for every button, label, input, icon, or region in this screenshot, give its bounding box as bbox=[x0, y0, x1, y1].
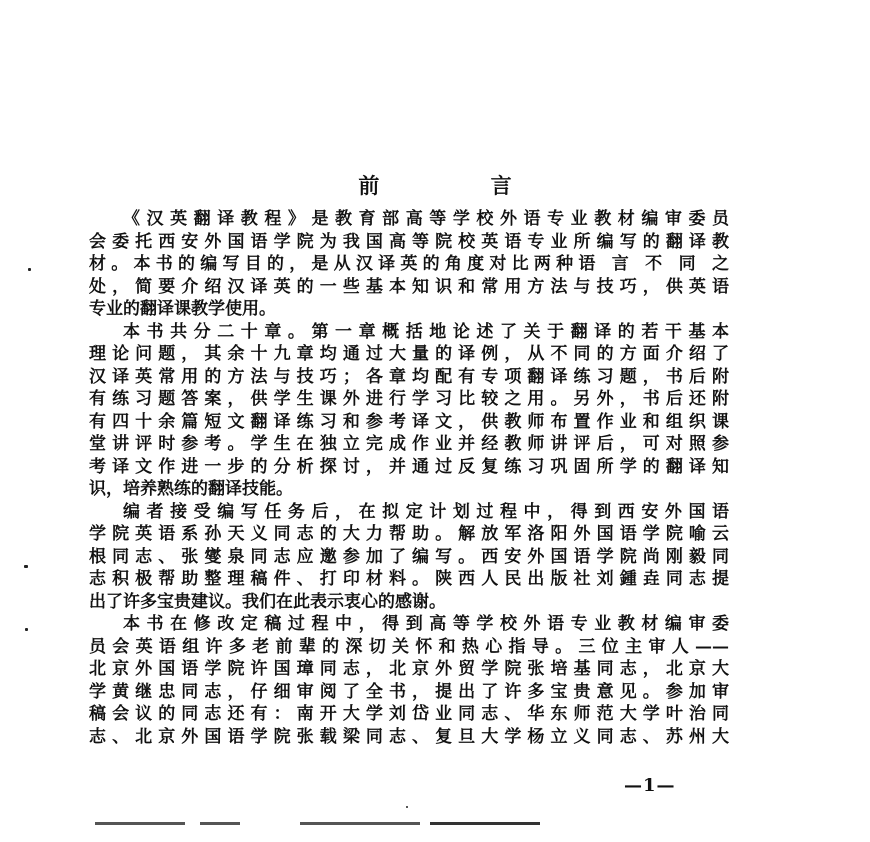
text-line: 志积极帮助整理稿件、打印材料。陕西人民出版社刘鍾垚同志提 bbox=[89, 569, 729, 589]
page-title: 前 言 bbox=[358, 173, 564, 198]
text-line: 稿会议的同志还有：南开大学刘岱业同志、华东师范大学叶治同 bbox=[89, 704, 729, 724]
text-line: 《汉英翻译教程》是教育部高等学校外语专业教材编审委员 bbox=[123, 209, 729, 229]
scan-speck bbox=[406, 806, 408, 808]
text-line: 学黄继忠同志，仔细审阅了全书，提出了许多宝贵意见。参加审 bbox=[89, 681, 729, 702]
text-line: 有练习题答案，供学生课外进行学习比较之用。另外，书后还附 bbox=[89, 389, 729, 409]
text-line: 处，简要介绍汉译英的一些基本知识和常用方法与技巧，供英语 bbox=[89, 276, 729, 297]
scan-edge bbox=[430, 822, 540, 825]
text-line: 本书共分二十章。第一章概括地论述了关于翻译的若干基本 bbox=[123, 321, 729, 342]
text-line: 会委托西安外国语学院为我国高等院校英语专业所编写的翻译教 bbox=[89, 231, 729, 252]
text-line: 堂讲评时参考。学生在独立完成作业并经教师讲评后，可对照参 bbox=[89, 434, 729, 454]
text-line: 出了许多宝贵建议。我们在此表示衷心的感谢。 bbox=[89, 591, 446, 612]
scan-edge bbox=[95, 822, 185, 825]
text-line: 根同志、张燮泉同志应邀参加了编写。西安外国语学院尚刚毅同 bbox=[89, 546, 729, 567]
text-line: 有四十余篇短文翻译练习和参考译文，供教师布置作业和组织课 bbox=[89, 411, 729, 432]
text-line: 材。本书的编写目的，是从汉译英的角度对比两种语 言 不 同 之 bbox=[89, 254, 729, 274]
text-line: 汉译英常用的方法与技巧；各章均配有专项翻译练习题，书后附 bbox=[89, 366, 729, 387]
text-line: 北京外国语学院许国璋同志，北京外贸学院张培基同志，北京大 bbox=[89, 659, 729, 679]
scan-edge bbox=[300, 822, 420, 825]
text-line: 学院英语系孙天义同志的大力帮助。解放军洛阳外国语学院喻云 bbox=[89, 524, 729, 544]
text-line: 专业的翻译课教学使用。 bbox=[89, 299, 276, 319]
scan-speck bbox=[24, 565, 28, 568]
text-line: 志、北京外国语学院张载梁同志、复旦大学杨立义同志、苏州大 bbox=[89, 726, 729, 747]
scan-speck bbox=[28, 268, 31, 271]
preface-body bbox=[89, 208, 729, 748]
text-line: 编者接受编写任务后，在拟定计划过程中，得到西安外国语 bbox=[123, 501, 729, 522]
scan-edge bbox=[200, 822, 240, 825]
scan-speck bbox=[25, 628, 28, 631]
text-line: 理论问题，其余十九章均通过大量的译例，从不同的方面介绍了 bbox=[89, 344, 729, 364]
text-line: 识，培养熟练的翻译技能。 bbox=[89, 479, 293, 499]
text-line: 考译文作进一步的分析探讨，并通过反复练习巩固所学的翻译知 bbox=[89, 456, 729, 477]
text-line: 本书在修改定稿过程中，得到高等学校外语专业教材编审委 bbox=[123, 614, 729, 634]
text-line: 员会英语组许多老前辈的深切关怀和热心指导。三位主审人—— bbox=[89, 636, 729, 657]
page-number: —1— bbox=[624, 775, 676, 796]
